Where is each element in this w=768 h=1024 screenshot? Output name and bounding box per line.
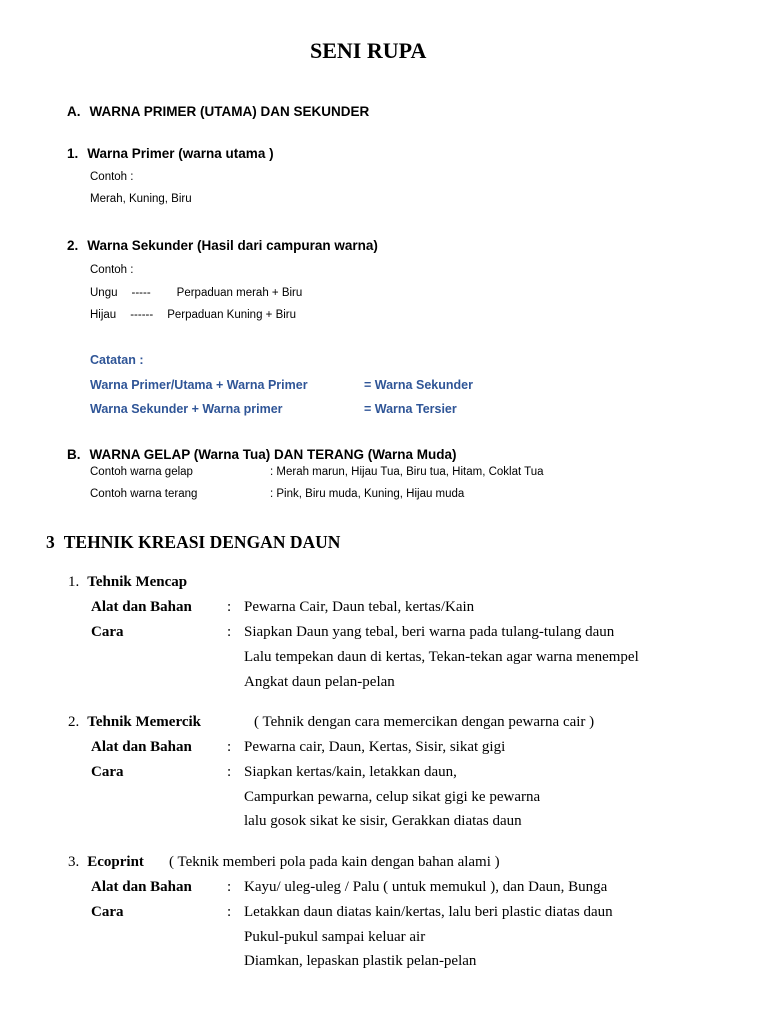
technique-3-method-label: Cara [91, 904, 124, 920]
technique-3-tools-colon: : [227, 879, 232, 895]
technique-1-tools-value: Pewarna Cair, Daun tebal, kertas/Kain [244, 599, 475, 615]
row-color-name: Ungu [90, 287, 118, 299]
technique-1-method-colon: : [227, 624, 232, 640]
section-b-title: WARNA GELAP (Warna Tua) DAN TERANG (Warna Muda) [89, 447, 457, 462]
section-b-heading [67, 447, 457, 462]
page-title: SENI RUPA [310, 38, 427, 63]
item-1-example-text: Merah, Kuning, Biru [90, 193, 192, 205]
technique-3-title [68, 854, 144, 871]
item-2-row-ungu [90, 287, 302, 299]
technique-2-step-2: Campurkan pewarna, celup sikat gigi ke pewarna [244, 789, 541, 805]
dark-example-label: Contoh warna gelap [90, 466, 193, 478]
section-3-title: TEHNIK KREASI DENGAN DAUN [63, 532, 341, 552]
item-2-title: Warna Sekunder (Hasil dari campuran warna) [87, 238, 378, 253]
technique-2-name: Tehnik Memercik [87, 714, 202, 730]
item-2-heading [67, 238, 378, 253]
row-dash: ----- [131, 287, 151, 299]
technique-1-name: Tehnik Mencap [87, 574, 188, 590]
row-description: Perpaduan merah + Biru [176, 287, 303, 299]
technique-1-title [68, 574, 187, 591]
technique-2-description: ( Tehnik dengan cara memercikan dengan pewarna cair ) [254, 714, 595, 730]
item-1-example-label: Contoh : [90, 171, 134, 183]
note-line-1-left: Warna Primer/Utama + Warna Primer [90, 378, 308, 392]
technique-3-tools-value: Kayu/ uleg-uleg / Palu ( untuk memukul ), dan Daun, Bunga [244, 879, 608, 895]
technique-2-step-3: lalu gosok sikat ke sisir, Gerakkan diatas daun [244, 813, 522, 829]
technique-2-method-label: Cara [91, 764, 124, 780]
item-2-marker: 2. [67, 238, 79, 253]
technique-2-marker: 2. [68, 714, 80, 730]
dark-example-value: : Merah marun, Hijau Tua, Biru tua, Hitam, Coklat Tua [270, 466, 544, 478]
technique-1-tools-label: Alat dan Bahan [91, 599, 192, 615]
note-line-1-right: = Warna Sekunder [364, 378, 473, 392]
item-1-heading [67, 146, 274, 161]
technique-3-step-3: Diamkan, lepaskan plastik pelan-pelan [244, 953, 477, 969]
technique-3-description: ( Teknik memberi pola pada kain dengan bahan alami ) [169, 854, 500, 870]
technique-1-method-label: Cara [91, 624, 124, 640]
technique-3-tools-label: Alat dan Bahan [91, 879, 192, 895]
section-3-marker: 3 [46, 532, 55, 552]
technique-3-marker: 3. [68, 854, 80, 870]
item-2-example-label: Contoh : [90, 264, 134, 276]
note-label: Catatan : [90, 353, 144, 367]
item-1-marker: 1. [67, 146, 79, 161]
technique-1-step-1: Siapkan Daun yang tebal, beri warna pada tulang-tulang daun [244, 624, 615, 640]
technique-1-step-2: Lalu tempekan daun di kertas, Tekan-tekan agar warna menempel [244, 649, 639, 665]
technique-2-step-1: Siapkan kertas/kain, letakkan daun, [244, 764, 457, 780]
section-a-marker: A. [67, 104, 81, 119]
section-a-heading [67, 104, 369, 119]
section-b-marker: B. [67, 447, 81, 462]
technique-2-tools-label: Alat dan Bahan [91, 739, 192, 755]
technique-2-tools-colon: : [227, 739, 232, 755]
technique-3-method-colon: : [227, 904, 232, 920]
note-line-2-left: Warna Sekunder + Warna primer [90, 402, 283, 416]
technique-3-step-2: Pukul-pukul sampai keluar air [244, 929, 426, 945]
light-example-value: : Pink, Biru muda, Kuning, Hijau muda [270, 488, 465, 500]
section-a-title: WARNA PRIMER (UTAMA) DAN SEKUNDER [89, 104, 370, 119]
item-2-row-hijau [90, 309, 296, 321]
technique-2-tools-value: Pewarna cair, Daun, Kertas, Sisir, sikat gigi [244, 739, 506, 755]
technique-3-step-1: Letakkan daun diatas kain/kertas, lalu beri plastic diatas daun [244, 904, 613, 920]
row-color-name: Hijau [90, 309, 117, 321]
row-dash: ------ [130, 309, 154, 321]
technique-1-step-3: Angkat daun pelan-pelan [244, 674, 395, 690]
item-1-title: Warna Primer (warna utama ) [87, 146, 274, 161]
light-example-label: Contoh warna terang [90, 488, 198, 500]
technique-2-title [68, 714, 201, 731]
technique-1-tools-colon: : [227, 599, 232, 615]
section-3-heading [46, 532, 340, 553]
technique-1-marker: 1. [68, 574, 80, 590]
row-description: Perpaduan Kuning + Biru [167, 309, 297, 321]
technique-3-name: Ecoprint [87, 854, 144, 870]
note-line-2-right: = Warna Tersier [364, 402, 457, 416]
technique-2-method-colon: : [227, 764, 232, 780]
